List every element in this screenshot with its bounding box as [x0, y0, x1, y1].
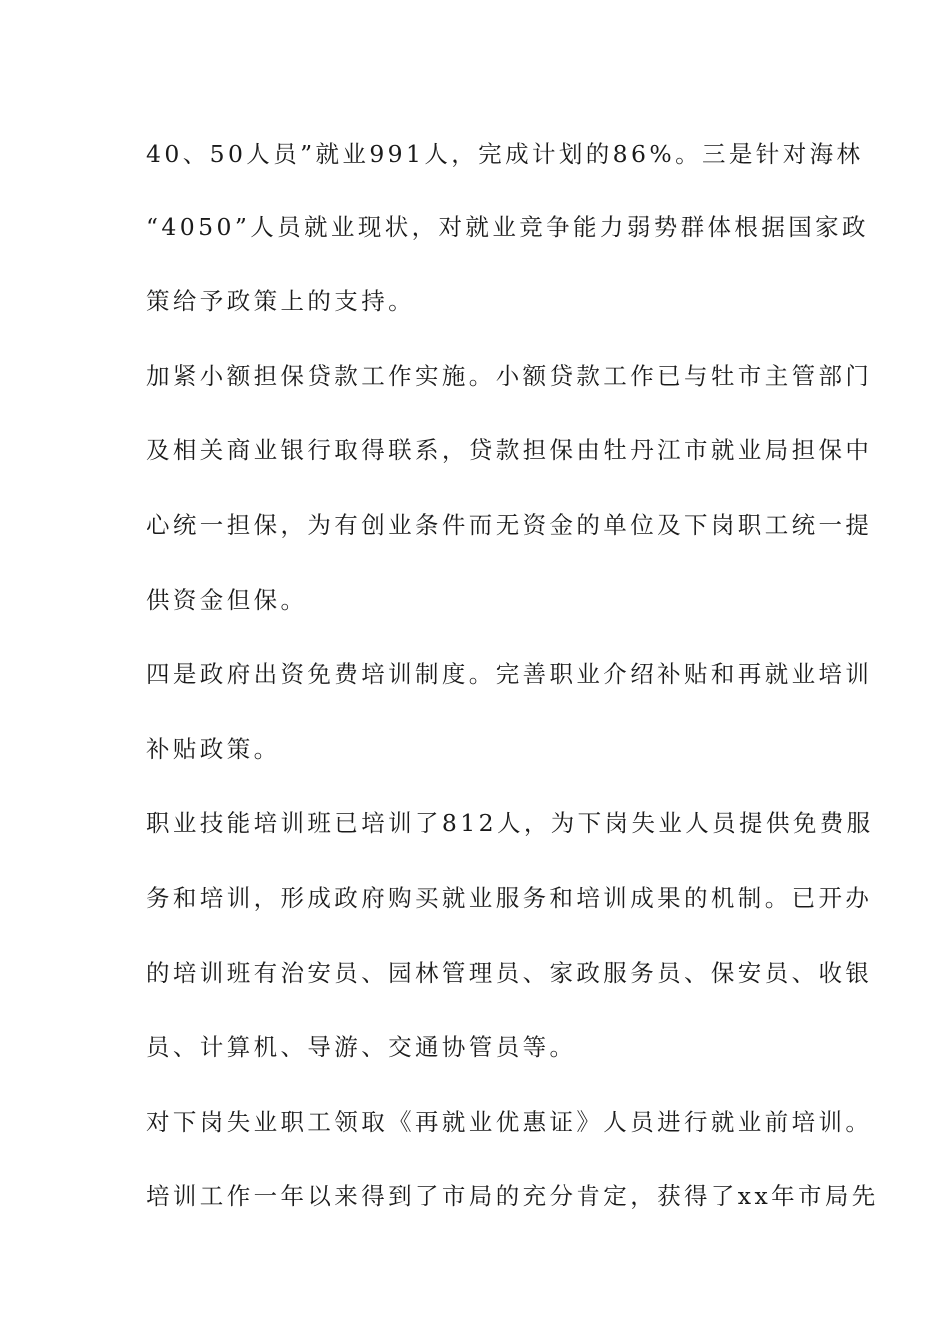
text-line-2: “4050”人员就业现状，对就业竞争能力弱势群体根据国家政 — [146, 213, 869, 241]
text-line-8: 四是政府出资免费培训制度。完善职业介绍补贴和再就业培训 — [146, 660, 873, 688]
text-line-14: 对下岗失业职工领取《再就业优惠证》人员进行就业前培训。 — [146, 1108, 873, 1136]
text-line-11: 务和培训，形成政府购买就业服务和培训成果的机制。已开办 — [146, 884, 873, 912]
text-line-7: 供资金但保。 — [146, 586, 308, 614]
text-line-10: 职业技能培训班已培训了812人，为下岗失业人员提供免费服 — [146, 809, 874, 837]
text-line-1: 40、50人员”就业991人，完成计划的86%。三是针对海林 — [146, 140, 864, 168]
text-line-12: 的培训班有治安员、园林管理员、家政服务员、保安员、收银 — [146, 959, 873, 987]
text-line-5: 及相关商业银行取得联系，贷款担保由牡丹江市就业局担保中 — [146, 436, 873, 464]
text-line-6: 心统一担保，为有创业条件而无资金的单位及下岗职工统一提 — [146, 511, 873, 539]
text-line-4: 加紧小额担保贷款工作实施。小额贷款工作已与牡市主管部门 — [146, 362, 873, 390]
text-line-15: 培训工作一年以来得到了市局的充分肯定，获得了xx年市局先 — [146, 1182, 879, 1210]
text-line-9: 补贴政策。 — [146, 735, 281, 763]
text-line-3: 策给予政策上的支持。 — [146, 287, 415, 315]
text-line-13: 员、计算机、导游、交通协管员等。 — [146, 1033, 577, 1061]
